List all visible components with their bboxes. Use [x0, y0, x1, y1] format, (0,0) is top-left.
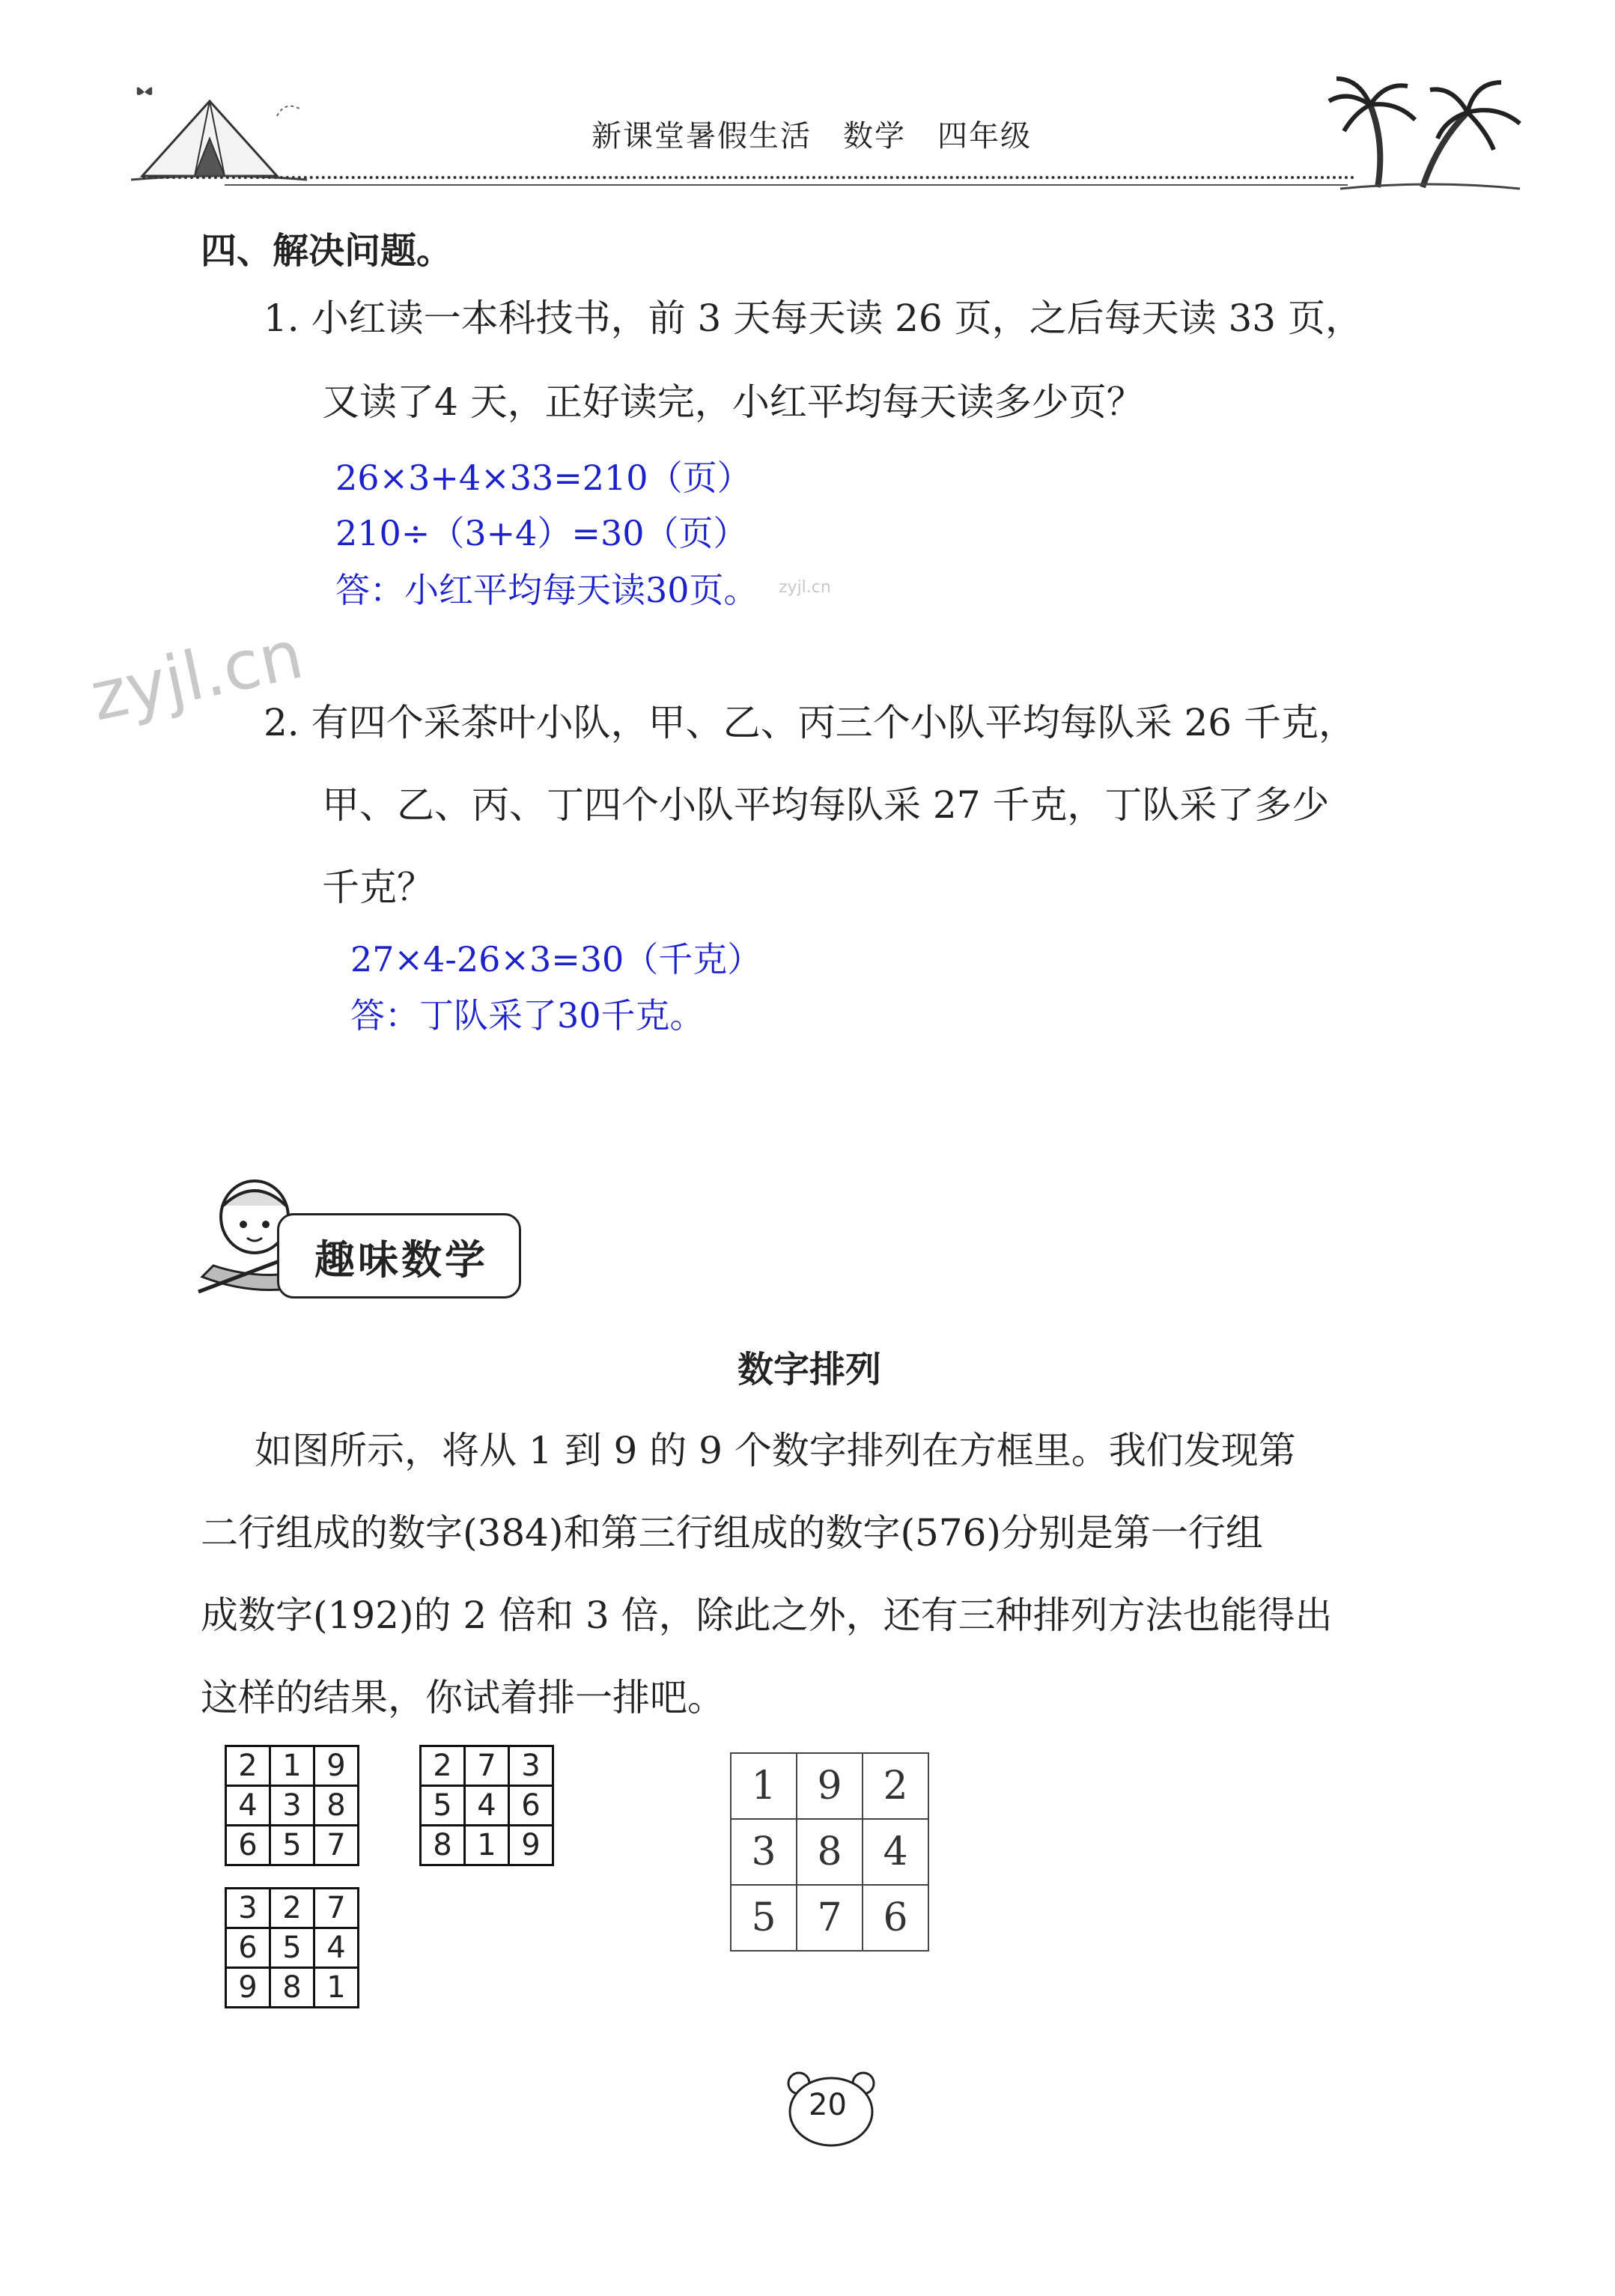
question-1-line-1: 1. 小红读一本科技书，前 3 天每天读 26 页，之后每天读 33 页，: [264, 297, 1363, 340]
grid-cell: 9: [797, 1753, 863, 1819]
grid-cell: 3: [226, 1889, 270, 1928]
grid-cell: 8: [421, 1826, 465, 1865]
question-1-answer-line-3: 答：小红平均每天读30页。: [335, 570, 758, 610]
grid-cell: 6: [509, 1786, 553, 1826]
watermark-small: zyjl.cn: [779, 578, 831, 597]
question-2-answer-line-2: 答：丁队采了30千克。: [350, 995, 705, 1036]
grid-cell: 6: [226, 1826, 270, 1865]
question-2-line-3: 千克？: [322, 866, 434, 909]
grid-cell: 9: [226, 1968, 270, 2008]
grid-cell: 2: [226, 1746, 270, 1786]
example-grid: [730, 1752, 929, 1952]
grid-cell: 5: [270, 1826, 314, 1865]
butterfly-icon: [133, 81, 156, 103]
puzzle-paragraph-line-2: 二行组成的数字(384)和第三行组成的数字(576)分别是第一行组: [201, 1511, 1263, 1555]
section-title: 四、解决问题。: [201, 230, 453, 272]
page-number: 20: [809, 2088, 847, 2122]
grid-cell: 8: [270, 1968, 314, 2008]
question-1-answer-line-2: 210÷（3+4）=30（页）: [335, 513, 748, 553]
puzzle-paragraph-line-1: 如图所示，将从 1 到 9 的 9 个数字排列在方框里。我们发现第: [255, 1429, 1296, 1472]
answer-grid-1: [225, 1745, 359, 1866]
watermark-large: zyjl.cn: [84, 615, 310, 737]
header-title: 新课堂暑假生活 数学 四年级: [591, 119, 1032, 154]
question-1-answer-line-1: 26×3+4×33=210（页）: [335, 458, 752, 498]
grid-cell: 7: [314, 1826, 359, 1865]
grid-cell: 5: [270, 1928, 314, 1968]
grid-cell: 1: [465, 1826, 509, 1865]
fun-math-badge-label: 趣味数学: [314, 1236, 488, 1284]
question-2-line-2: 甲、乙、丙、丁四个小队平均每队采 27 千克，丁队采了多少: [322, 783, 1330, 827]
grid-cell: 6: [863, 1885, 928, 1951]
answer-grid-2: [419, 1745, 554, 1866]
header-divider: [142, 176, 1355, 179]
grid-cell: 8: [314, 1786, 359, 1826]
question-2-answer-line-1: 27×4-26×3=30（千克）: [350, 939, 762, 980]
grid-cell: 9: [509, 1826, 553, 1865]
grid-cell: 6: [226, 1928, 270, 1968]
puzzle-paragraph-line-3: 成数字(192)的 2 倍和 3 倍，除此之外，还有三种排列方法也能得出: [201, 1594, 1333, 1637]
grid-cell: 4: [465, 1786, 509, 1826]
puzzle-title: 数字排列: [737, 1349, 882, 1391]
grid-cell: 7: [465, 1746, 509, 1786]
grid-cell: 1: [270, 1746, 314, 1786]
grid-cell: 5: [731, 1885, 797, 1951]
grid-cell: 2: [270, 1889, 314, 1928]
grid-cell: 1: [314, 1968, 359, 2008]
grid-cell: 3: [509, 1746, 553, 1786]
grid-cell: 9: [314, 1746, 359, 1786]
header-divider-line: [225, 184, 1348, 186]
grid-cell: 3: [270, 1786, 314, 1826]
answer-grid-3: [225, 1887, 359, 2008]
question-1-line-2: 又读了4 天，正好读完，小红平均每天读多少页？: [322, 380, 1144, 424]
grid-cell: 1: [731, 1753, 797, 1819]
puzzle-paragraph-line-4: 这样的结果，你试着排一排吧。: [201, 1676, 725, 1719]
grid-cell: 4: [863, 1819, 928, 1885]
grid-cell: 5: [421, 1786, 465, 1826]
question-2-line-1: 2. 有四个采茶叶小队，甲、乙、丙三个小队平均每队采 26 千克，: [264, 701, 1357, 744]
grid-cell: 7: [314, 1889, 359, 1928]
grid-cell: 7: [797, 1885, 863, 1951]
grid-cell: 4: [314, 1928, 359, 1968]
grid-cell: 2: [421, 1746, 465, 1786]
tent-illustration: [127, 71, 322, 191]
palm-trees-illustration: [1325, 60, 1527, 195]
grid-cell: 2: [863, 1753, 928, 1819]
grid-cell: 3: [731, 1819, 797, 1885]
grid-cell: 4: [226, 1786, 270, 1826]
grid-cell: 8: [797, 1819, 863, 1885]
